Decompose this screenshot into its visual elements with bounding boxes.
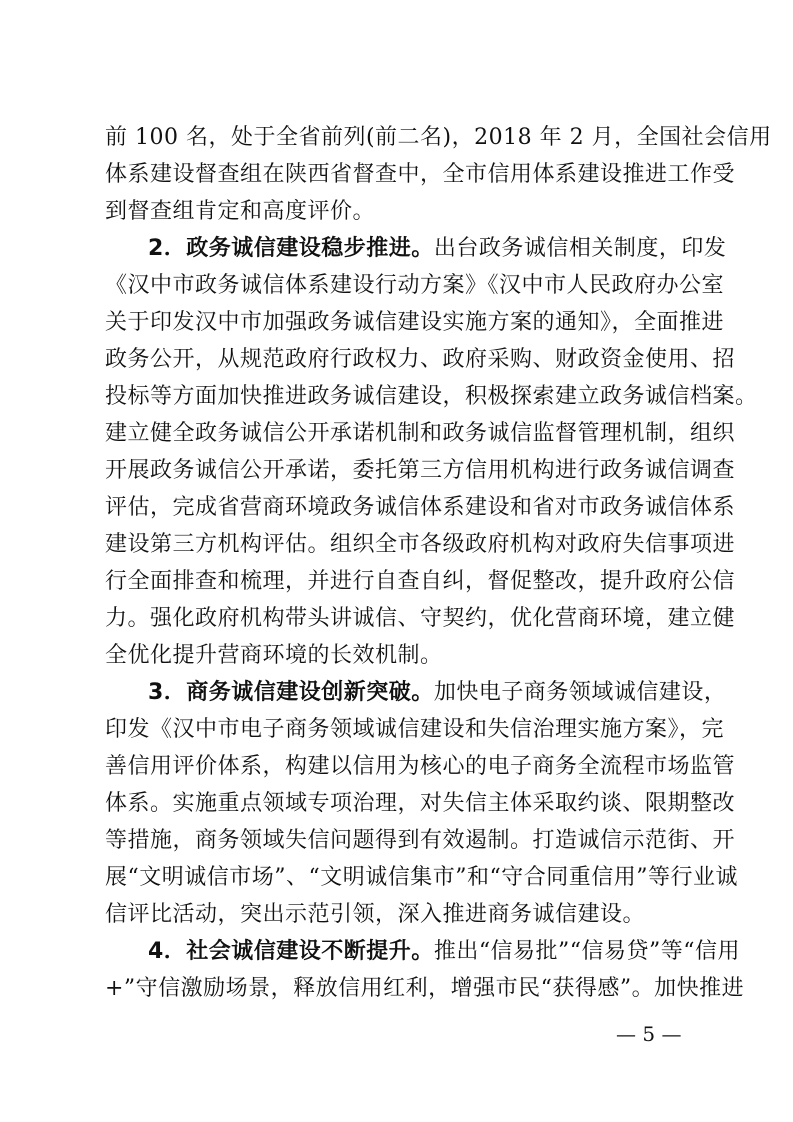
paragraph-2-line-8: 评估，完成省营商环境政务诚信体系建设和省对市政务诚信体系 [105,495,736,520]
paragraph-3-first-line-text: 加快电子商务领域诚信建设， [433,680,727,705]
paragraph-2-line-6: 建立健全政务诚信公开承诺机制和政务诚信监督管理机制，组织 [105,421,736,446]
paragraph-2-line-2: 《汉中市政务诚信体系建设行动方案》《汉中市人民政府办公室 [105,273,725,298]
section-2-heading: 2．政务诚信建设稳步推进。 [148,236,434,261]
paragraph-2-line-9: 建设第三方机构评估。组织全市各级政府机构对政府失信事项进 [105,532,736,557]
paragraph-3-first-line [148,676,727,710]
paragraph-3-line-3: 善信用评价体系，构建以信用为核心的电子商务全流程市场监管 [105,754,736,779]
paragraph-4-first-line-text: 推出“信易批”“信易贷”等“信用 [433,939,741,964]
paragraph-2-first-line [148,232,727,266]
paragraph-4-first-line [148,935,741,969]
paragraph-4-line-2: +”守信激励场景，释放信用红利，增强市民“获得感”。加快推进 [105,976,745,1001]
paragraph-3-line-5: 等措施，商务领域失信问题得到有效遏制。打造诚信示范街、开 [105,828,736,853]
paragraph-2-line-10: 行全面排查和梳理，并进行自查自纠，督促整改，提升政府公信 [105,569,736,594]
page-number: — 5 — [616,1022,682,1046]
paragraph-2-line-4: 政务公开，从规范政府行政权力、政府采购、财政资金使用、招 [105,347,736,372]
paragraph-1-line-2: 体系建设督查组在陕西省督查中，全市信用体系建设推进工作受 [105,162,736,187]
paragraph-3-line-6: 展“文明诚信市场”、“文明诚信集市”和“守合同重信用”等行业诚 [105,865,738,890]
paragraph-1-line-1: 前 100 名，处于全省前列(前二名)，2018 年 2 月，全国社会信用 [105,125,772,150]
paragraph-3-line-7: 信评比活动，突出示范引领，深入推进商务诚信建设。 [105,902,646,927]
paragraph-2-line-7: 开展政务诚信公开承诺，委托第三方信用机构进行政务诚信调查 [105,458,736,483]
paragraph-3-line-4: 体系。实施重点领域专项治理，对失信主体采取约谈、限期整改 [105,791,736,816]
paragraph-2-line-12: 全优化提升营商环境的长效机制。 [105,643,443,668]
section-3-heading: 3．商务诚信建设创新突破。 [148,680,434,705]
paragraph-3-line-2: 印发《汉中市电子商务领域诚信建设和失信治理实施方案》，完 [105,717,725,742]
paragraph-2-line-3: 关于印发汉中市加强政务诚信建设实施方案的通知》，全面推进 [105,310,725,335]
section-4-heading: 4．社会诚信建设不断提升。 [148,939,434,964]
paragraph-2-line-5: 投标等方面加快推进政务诚信建设，积极探索建立政务诚信档案。 [105,384,758,409]
paragraph-2-first-line-text: 出台政务诚信相关制度，印发 [433,236,727,261]
paragraph-1-line-3: 到督查组肯定和高度评价。 [105,199,376,224]
paragraph-2-line-11: 力。强化政府机构带头讲诚信、守契约，优化营商环境，建立健 [105,606,736,631]
